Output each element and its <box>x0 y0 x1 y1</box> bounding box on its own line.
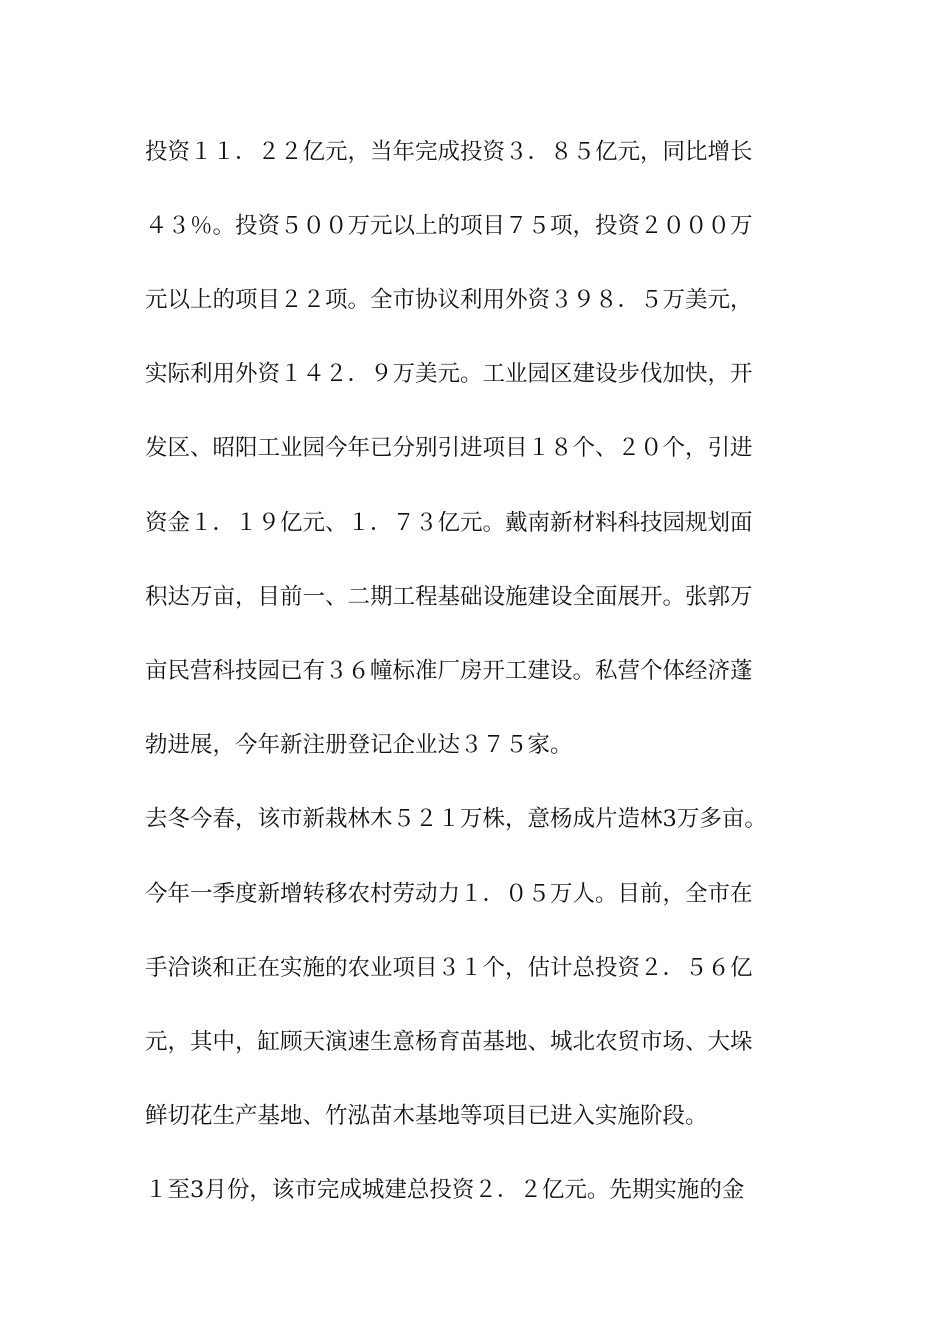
text-line: １至3月份，该市完成城建总投资２．２亿元。先期实施的金 <box>145 1177 745 1203</box>
text-line: 元，其中，缸顾天演速生意杨育苗基地、城北农贸市场、大垛 <box>145 1029 753 1055</box>
text-line: 发区、昭阳工业园今年已分别引进项目１８个、２０个，引进 <box>145 435 753 461</box>
text-line: ４３％。投资５００万元以上的项目７５项，投资２０００万 <box>145 213 753 239</box>
text-line: 积达万亩，目前一、二期工程基础设施建设全面展开。张郭万 <box>145 584 753 610</box>
text-line: 亩民营科技园已有３６幢标准厂房开工建设。私营个体经济蓬 <box>145 658 753 684</box>
text-line: 资金１．１９亿元、１．７３亿元。戴南新材料科技园规划面 <box>145 510 753 536</box>
text-line: 手洽谈和正在实施的农业项目３１个，估计总投资２．５６亿 <box>145 955 753 981</box>
text-line: 鲜切花生产基地、竹泓苗木基地等项目已进入实施阶段。 <box>145 1103 708 1129</box>
text-line: 今年一季度新增转移农村劳动力１．０５万人。目前，全市在 <box>145 881 753 907</box>
text-line: 去冬今春，该市新栽林木５２１万株，意杨成片造林3万多亩。 <box>145 806 767 832</box>
text-line: 投资１１．２２亿元，当年完成投资３．８５亿元，同比增长 <box>145 139 753 165</box>
text-line: 实际利用外资１４２．９万美元。工业园区建设步伐加快，开 <box>145 361 753 387</box>
text-line: 勃进展，今年新注册登记企业达３７５家。 <box>145 732 573 758</box>
text-line: 元以上的项目２２项。全市协议利用外资３９８．５万美元， <box>145 287 753 313</box>
